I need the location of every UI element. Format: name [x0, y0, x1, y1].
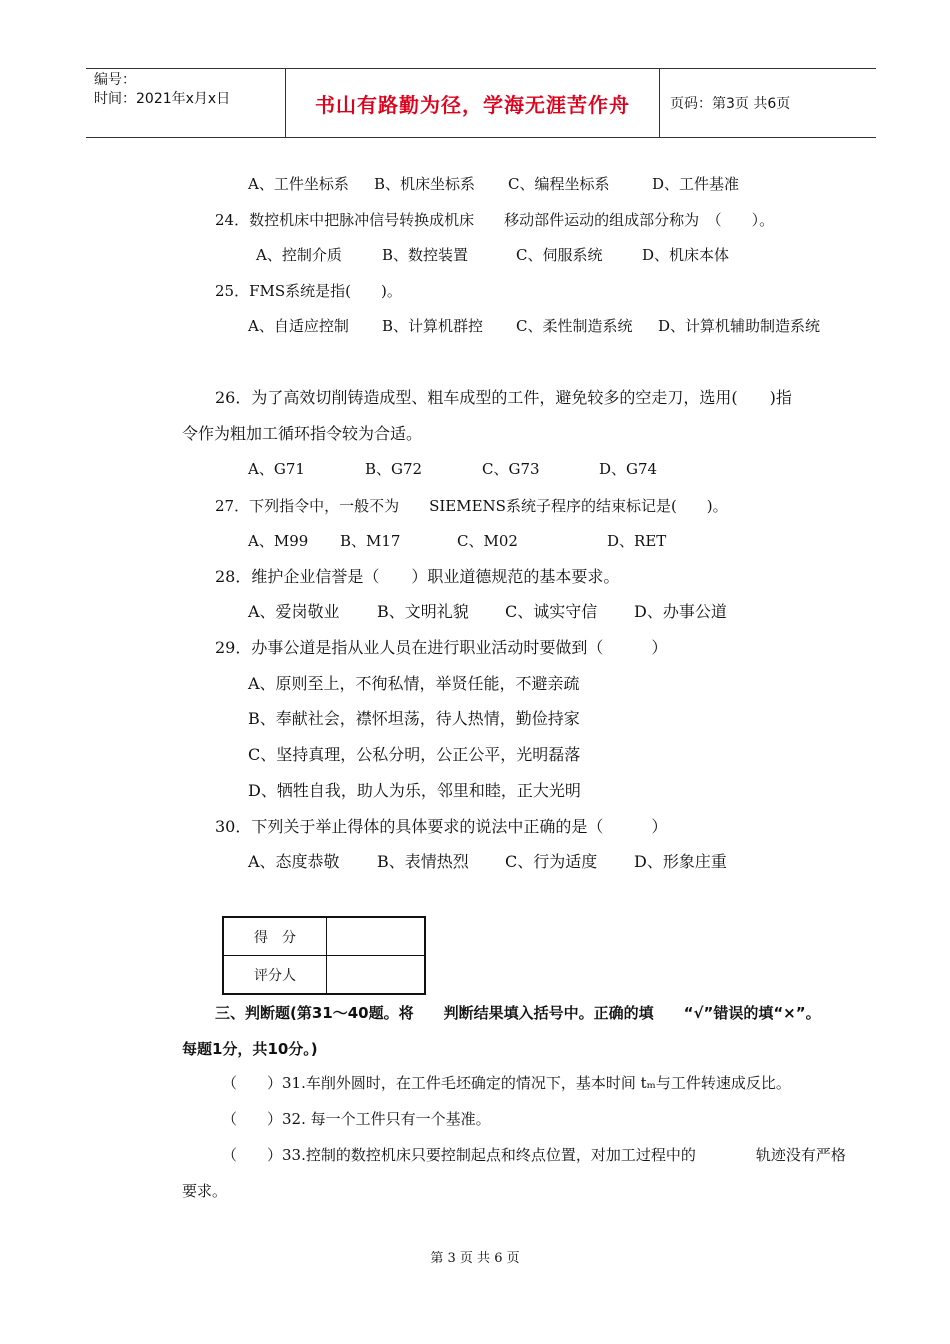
q23-option-d: D、工件基准	[652, 175, 740, 193]
q24-option-a: A、控制介质	[256, 246, 342, 264]
q28-option-b: B、文明礼貌	[377, 602, 469, 621]
q33-line1: （ ）33.控制的数控机床只要控制起点和终点位置，对加工过程中的 轨迹没有严格	[222, 1146, 846, 1164]
q29-option-c: C、坚持真理，公私分明，公正公平，光明磊落	[248, 745, 581, 764]
q26-option-d: D、G74	[599, 460, 658, 478]
q27-option-a: A、M99	[248, 532, 309, 550]
q27-stem: 27．下列指令中，一般不为 SIEMENS系统子程序的结束标记是( )。	[215, 497, 728, 515]
q28-stem: 28．维护企业信誉是（ ）职业道德规范的基本要求。	[215, 567, 620, 586]
date-label: 时间：2021年x月x日	[94, 91, 231, 107]
q30-option-b: B、表情热烈	[377, 852, 469, 871]
grader-label: 评分人	[223, 956, 327, 995]
q27-option-b: B、M17	[340, 532, 401, 550]
q28-option-d: D、办事公道	[634, 602, 727, 621]
section3-heading-line2: 每题1分，共10分。)	[182, 1040, 318, 1058]
q23-option-c: C、编程坐标系	[508, 175, 610, 193]
page-number-label: 页码：第3页 共6页	[670, 96, 791, 112]
q26-option-b: B、G72	[365, 460, 423, 478]
q27-options	[248, 531, 666, 551]
q24-stem: 24．数控机床中把脉冲信号转换成机床 移动部件运动的组成部分称为 （ ）。	[215, 211, 775, 229]
section3-heading-line1: 三、判断题(第31～40题。将 判断结果填入括号中。正确的填 “√”错误的填“×”。	[215, 1004, 821, 1022]
score-value-cell[interactable]	[327, 917, 426, 956]
grader-value-cell[interactable]	[327, 956, 426, 995]
q30-options	[248, 852, 727, 872]
header-meta	[86, 69, 286, 137]
q26-stem-line2: 令作为粗加工循环指令较为合适。	[182, 424, 423, 443]
q30-stem: 30．下列关于举止得体的具体要求的说法中正确的是（ ）	[215, 817, 668, 836]
q24-option-d: D、机床本体	[642, 246, 730, 264]
page-header	[86, 68, 876, 138]
q26-option-a: A、G71	[248, 460, 305, 478]
q23-option-b: B、机床坐标系	[374, 175, 476, 193]
q28-options	[248, 602, 727, 622]
q32: （ ）32. 每一个工件只有一个基准。	[222, 1110, 491, 1128]
q31: （ ）31.车削外圆时，在工件毛坯确定的情况下，基本时间 tₘ与工件转速成反比。	[222, 1074, 791, 1092]
q33-line2: 要求。	[182, 1182, 228, 1200]
q23-option-a: A、工件坐标系	[248, 175, 349, 193]
q30-option-c: C、行为适度	[505, 852, 598, 871]
score-table	[222, 916, 426, 995]
page-footer: 第 3 页 共 6 页	[430, 1251, 520, 1266]
q26-option-c: C、G73	[482, 460, 540, 478]
q25-option-d: D、计算机辅助制造系统	[658, 317, 821, 335]
q25-stem: 25．FMS系统是指( )。	[215, 282, 402, 300]
q25-options	[248, 316, 820, 336]
q25-option-c: C、柔性制造系统	[516, 317, 633, 335]
q27-option-d: D、RET	[607, 532, 667, 550]
id-label: 编号：	[94, 72, 136, 88]
q24-options	[256, 245, 729, 265]
q30-option-d: D、形象庄重	[634, 852, 727, 871]
score-label: 得 分	[223, 917, 327, 956]
q27-option-c: C、M02	[457, 532, 518, 550]
q28-option-c: C、诚实守信	[505, 602, 598, 621]
q29-option-b: B、奉献社会，襟怀坦荡，待人热情，勤俭持家	[248, 709, 580, 728]
q25-option-a: A、自适应控制	[248, 317, 349, 335]
q29-option-a: A、原则至上，不徇私情，举贤任能，不避亲疏	[248, 674, 580, 693]
q25-option-b: B、计算机群控	[382, 317, 484, 335]
q26-stem-line1: 26．为了高效切削铸造成型、粗车成型的工件，避免较多的空走刀，选用( )指	[215, 388, 792, 407]
q28-option-a: A、爱岗敬业	[248, 602, 340, 621]
q29-stem: 29．办事公道是指从业人员在进行职业活动时要做到（ ）	[215, 638, 668, 657]
q26-options	[248, 459, 657, 479]
q24-option-b: B、数控装置	[382, 246, 469, 264]
q23-options	[248, 174, 739, 194]
header-motto: 书山有路勤为径，学海无涯苦作舟	[286, 69, 660, 137]
q24-option-c: C、伺服系统	[516, 246, 603, 264]
q29-option-d: D、牺牲自我，助人为乐，邻里和睦，正大光明	[248, 781, 581, 800]
q30-option-a: A、态度恭敬	[248, 852, 340, 871]
